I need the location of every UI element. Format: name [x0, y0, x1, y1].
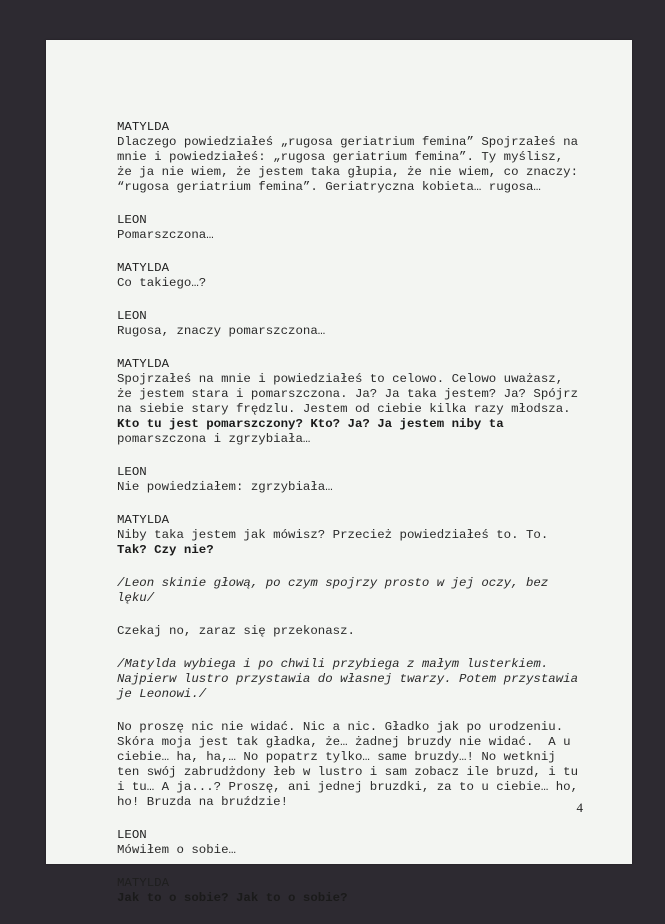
speaker-name: LEON	[117, 828, 147, 842]
stage-direction-line: Najpierw lustro przystawia do własnej twarzy. Potem przystawia	[117, 672, 579, 686]
stage-direction-line: je Leonowi./	[117, 687, 207, 701]
dialogue-line: “rugosa geriatrium femina”. Geriatryczna kobieta… rugosa…	[117, 180, 541, 194]
dialogue-block	[117, 309, 562, 339]
dialogue-line: Niby taka jestem jak mówisz? Przecież powiedziałeś to. To.	[117, 528, 549, 542]
dialogue-line: Mówiłem o sobie…	[117, 843, 236, 857]
dialogue-block	[117, 357, 579, 447]
dialogue-line: na siebie stary frędzlu. Jestem od ciebie kilka razy młodsza.	[117, 402, 571, 416]
dialogue-line: Dlaczego powiedziałeś „rugosa geriatrium femina” Spojrzałeś na	[117, 135, 579, 149]
dialogue-line: Nie powiedziałem: zgrzybiała…	[117, 480, 333, 494]
dialogue-block	[117, 576, 562, 606]
dialogue-line: Rugosa, znaczy pomarszczona…	[117, 324, 326, 338]
dialogue-block	[117, 720, 579, 810]
speaker-name: LEON	[117, 309, 147, 323]
dialogue-line: Pomarszczona…	[117, 228, 214, 242]
speaker-name: MATYLDA	[117, 261, 170, 275]
dialogue-line: pomarszczona i zgrzybiała…	[117, 432, 311, 446]
stage-direction-line: /Leon skinie głową, po czym spojrzy prosto w jej oczy, bez	[117, 576, 549, 590]
dialogue-line: Co takiego…?	[117, 276, 207, 290]
dialogue-line: Tak? Czy nie?	[117, 543, 214, 557]
dialogue-line: Skóra moja jest tak gładka, że… żadnej bruzdy nie widać. A u	[117, 735, 571, 749]
dialogue-line: Spojrzałeś na mnie i powiedziałeś to celowo. Celowo uważasz,	[117, 372, 564, 386]
dialogue-block	[117, 465, 562, 495]
script-content	[117, 120, 579, 924]
stage-direction-line: lęku/	[117, 591, 155, 605]
dialogue-line: mnie i powiedziałeś: „rugosa geriatrium femina”. Ty myślisz,	[117, 150, 564, 164]
dialogue-block	[117, 624, 562, 639]
speaker-name: MATYLDA	[117, 357, 170, 371]
dialogue-block	[117, 120, 579, 195]
stage-direction-line: /Matylda wybiega i po chwili przybiega z małym lusterkiem.	[117, 657, 549, 671]
dialogue-block	[117, 261, 562, 291]
dialogue-block	[117, 657, 579, 702]
dialogue-line: No proszę nic nie widać. Nic a nic. Gładko jak po urodzeniu.	[117, 720, 564, 734]
dialogue-line: i tu… A ja...? Proszę, ani jednej bruzdki, za to u ciebie… ho,	[117, 780, 579, 794]
dialogue-block	[117, 828, 562, 858]
dialogue-line: ten swój zabrudżdony łeb w lustro i sam zobacz ile bruzd, i tu	[117, 765, 579, 779]
dialogue-line: że jestem stara i pomarszczona. Ja? Ja taka jestem? Ja? Spójrz	[117, 387, 579, 401]
speaker-name: MATYLDA	[117, 513, 170, 527]
dialogue-block	[117, 876, 562, 906]
dialogue-block	[117, 513, 562, 558]
speaker-name: LEON	[117, 213, 147, 227]
page-number: 4	[576, 800, 583, 815]
speaker-name: LEON	[117, 465, 147, 479]
script-page	[46, 40, 632, 905]
dialogue-line: że ja nie wiem, że jestem taka głupia, że nie wiem, co znaczy:	[117, 165, 579, 179]
dialogue-line: Kto tu jest pomarszczony? Kto? Ja? Ja jestem niby ta	[117, 417, 504, 431]
dialogue-line: Jak to o sobie? Jak to o sobie?	[117, 891, 348, 905]
dialogue-line: Czekaj no, zaraz się przekonasz.	[117, 624, 355, 638]
dialogue-line: ho! Bruzda na bruździe!	[117, 795, 289, 809]
dialogue-line: ciebie… ha, ha,… No popatrz tylko… same bruzdy…! No wetknij	[117, 750, 556, 764]
dialogue-block	[117, 213, 562, 243]
speaker-name: MATYLDA	[117, 876, 170, 890]
speaker-name: MATYLDA	[117, 120, 170, 134]
